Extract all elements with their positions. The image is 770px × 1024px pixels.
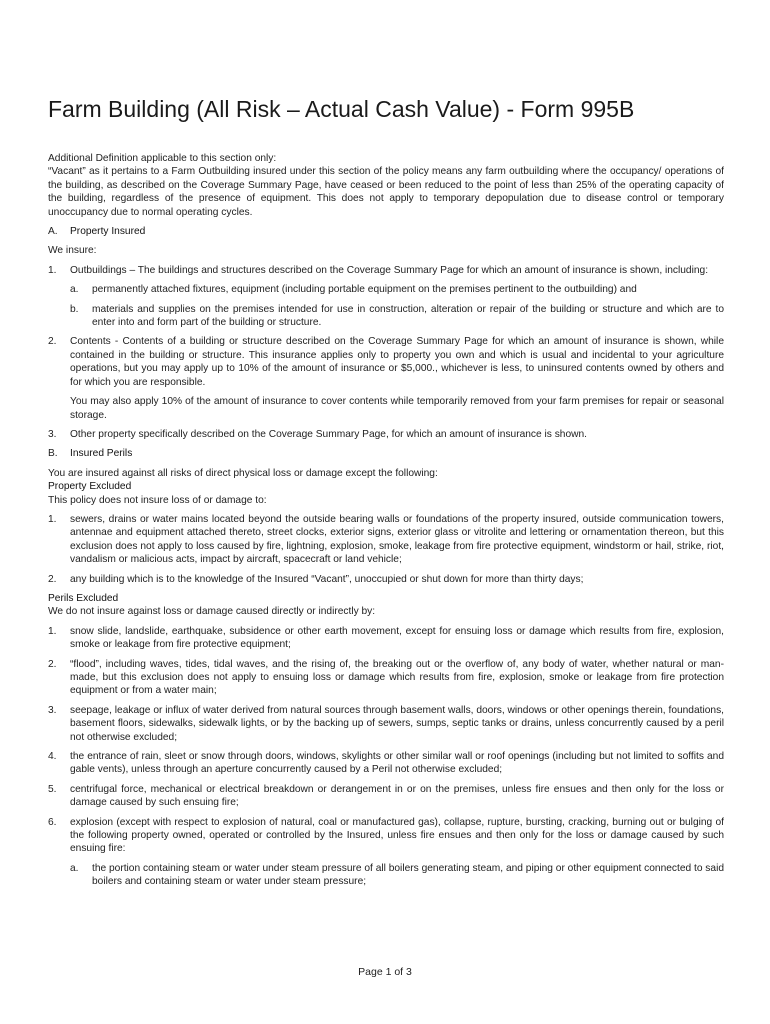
property-excluded-heading: Property Excluded <box>48 481 132 493</box>
document-body <box>48 152 724 889</box>
list-item: 1. snow slide, landslide, earthquake, subsidence or other earth movement, except for ensuing loss or damage which results from fire, explosion, smoke or leakage from fire protective equipment; <box>48 625 724 651</box>
section-b-intro: You are insured against all risks of direct physical loss or damage except the following: <box>48 467 438 479</box>
perils-excluded-intro: We do not insure against loss or damage caused directly or indirectly by: <box>48 606 376 618</box>
section-a-letter: A. <box>48 226 58 238</box>
list-item-continuation: You may also apply 10% of the amount of insurance to cover contents while temporarily removed from your farm premises for repair or seasonal storage. <box>70 396 724 421</box>
list-item: 2. any building which is to the knowledge of the Insured “Vacant”, unoccupied or shut down for more than thirty days; <box>48 573 584 585</box>
section-a-title: Property Insured <box>70 226 146 238</box>
list-item: 3. seepage, leakage or influx of water derived from natural sources through basement walls, doors, windows or other openings therein, foundations, basement floors, sidewalks, sidewalk lights, or by the backing up of sewers, sumps, septic tanks or drains, unless concurrently caused by a peril not otherwise excluded; <box>48 704 724 743</box>
section-a-intro: We insure: <box>48 245 97 257</box>
list-subitem: a. the portion containing steam or water under steam pressure of all boilers generating steam, and piping or other equipment connected to said boilers and containing steam or water under steam pressure; <box>70 862 724 888</box>
document-title: Farm Building (All Risk – Actual Cash Value) - Form 995B <box>48 96 635 122</box>
section-a-heading <box>48 225 724 238</box>
list-subitem: b. materials and supplies on the premises intended for use in construction, alteration or repair of the building or structure and which are to enter into and form part of the building or structure. <box>70 303 724 329</box>
list-item: 4. the entrance of rain, sleet or snow through doors, windows, skylights or other similar wall or roof openings (including but not limited to soffits and gable vents), unless through an aperture concurrently caused by a Peril not otherwise excluded; <box>48 751 724 776</box>
list-item: 5. centrifugal force, mechanical or electrical breakdown or derangement in or on the premises, unless fire ensues and then only for the loss or damage caused by such ensuing fire; <box>48 783 724 809</box>
list-subitem: a. permanently attached fixtures, equipment (including portable equipment on the premises pertinent to the outbuilding) and <box>70 284 637 296</box>
section-b-heading <box>48 447 724 460</box>
definition-vacant: “Vacant” as it pertains to a Farm Outbuilding insured under this section of the policy means any farm outbuilding where the occupancy/ operations of the building, as described on the Coverage Summary Page, have ceased or been reduced to the point of less than 25% of the operating capacity of the building, regardless of the presence of equipment. This does not apply to temporary depopulation due to disease control or temporary unoccupancy due to normal operating cycles. <box>48 166 724 218</box>
list-item: 1. Outbuildings – The buildings and structures described on the Coverage Summary Page for which an amount of insurance is shown, including: <box>48 264 709 276</box>
list-item: 2. “flood”, including waves, tides, tidal waves, and the rising of, the breaking out or the overflow of, any body of water, whether natural or man-made, but this exclusion does not apply to ensuing loss or damage which results from fire, explosion, smoke or leakage from fire protection equipment or from a water main; <box>48 658 724 697</box>
property-excluded-intro: This policy does not insure loss of or damage to: <box>48 494 267 506</box>
section-b-letter: B. <box>48 448 58 460</box>
list-item: 1. sewers, drains or water mains located beyond the outside bearing walls or foundations of the property insured, outside communication towers, antennae and equipment attached thereto, street clocks, exterior signs, exterior glass or vitrolite and lettering or ornamentation thereon, but this exclusion does not apply to loss caused by fire, lightning, explosion, smoke, leakage from fire protective equipment, windstorm or hail, strike, riot, vandalism or malicious acts, impact by aircraft, spacecraft or land vehicle; <box>48 513 724 566</box>
definition-heading: Additional Definition applicable to this section only: <box>48 153 277 164</box>
list-item: 6. explosion (except with respect to explosion of natural, coal or manufactured gas), collapse, rupture, bursting, cracking, burning out or bulging of the following property owned, operated or controlled by the Insured, unless fire ensues and then only for the loss or damage caused by such ensuing fire: <box>48 816 724 855</box>
perils-excluded-heading: Perils Excluded <box>48 592 119 604</box>
section-b-title: Insured Perils <box>70 448 133 460</box>
list-item: 3. Other property specifically described on the Coverage Summary Page, for which an amount of insurance is shown. <box>48 428 587 440</box>
list-item: 2. Contents - Contents of a building or structure described on the Coverage Summary Page for which an amount of insurance is shown, while contained in the building or structure. This insurance applies only to property you own and which is usual and incidental to your agriculture operations, but you may apply up to 10% of the amount of insurance or $5,000., whichever is less, to uninsured contents owned by others and for which you are responsible. <box>48 336 724 388</box>
page-number: Page 1 of 3 <box>358 966 412 978</box>
